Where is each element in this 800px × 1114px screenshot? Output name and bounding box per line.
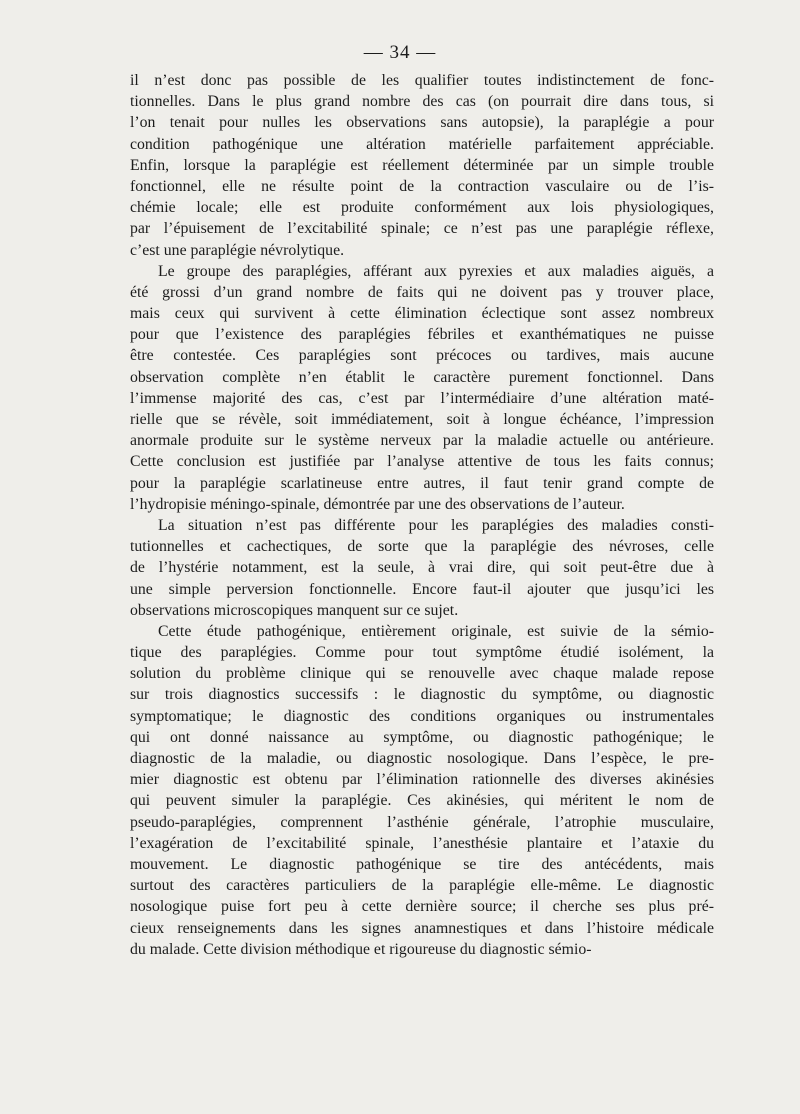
- text-line: il n’est donc pas possible de les qualifier toutes indistinctement de fonc-: [130, 72, 714, 89]
- text-line: rielle que se révèle, soit immédiatement, soit à longue échéance, l’impression: [130, 411, 714, 428]
- text-line: chémie locale; elle est produite conformément aux lois physiologiques,: [130, 199, 714, 217]
- text-line: par l’épuisement de l’excitabilité spinale; ce n’est pas une paraplégie réflexe,: [130, 220, 714, 238]
- body-text: [130, 70, 714, 960]
- text-line: du malade. Cette division méthodique et rigoureuse du diagnostic sémio-: [130, 940, 592, 958]
- text-line: l’immense majorité des cas, c’est par l’intermédiaire d’une altération maté-: [130, 389, 714, 407]
- text-line: condition pathogénique une altération matérielle parfaitement appréciable.: [130, 135, 714, 153]
- text-line: été grossi d’un grand nombre de faits qui ne doivent pas y trouver place,: [130, 283, 714, 301]
- text-line: surtout des caractères particuliers de la paraplégie elle-même. Le diagnostic: [130, 877, 714, 895]
- text-line: tutionnelles et cachectiques, de sorte que la paraplégie des névroses, celle: [130, 538, 714, 556]
- text-line: être contestée. Ces paraplégies sont précoces ou tardives, mais aucune: [130, 347, 714, 365]
- text-line: nosologique puise fort peu à cette dernière source; il cherche ses plus pré-: [130, 898, 714, 916]
- text-line: Le groupe des paraplégies, afférant aux pyrexies et aux maladies aiguës, a: [158, 262, 714, 280]
- text-line: qui peuvent simuler la paraplégie. Ces akinésies, qui méritent le nom de: [130, 792, 714, 810]
- text-line: observations microscopiques manquent sur ce sujet.: [130, 601, 459, 619]
- text-line: Cette conclusion est justifiée par l’analyse attentive de tous les faits connus;: [130, 453, 714, 471]
- text-line: fonctionnel, elle ne résulte point de la contraction vasculaire ou de l’is-: [130, 177, 714, 195]
- text-line: Cette étude pathogénique, entièrement originale, est suivie de la sémio-: [158, 622, 714, 640]
- text-line: tique des paraplégies. Comme pour tout symptôme étudié isolément, la: [130, 644, 714, 662]
- text-line: pseudo-paraplégies, comprennent l’asthénie générale, l’atrophie musculaire,: [130, 813, 714, 831]
- text-line: pour que l’existence des paraplégies fébriles et exanthématiques ne puisse: [130, 326, 714, 344]
- page-number: — 34 —: [363, 42, 437, 63]
- text-line: une simple perversion fonctionnelle. Encore faut-il ajouter que jusqu’ici les: [130, 580, 714, 598]
- text-line: mais ceux qui survivent à cette élimination éclectique sont assez nombreux: [130, 305, 714, 323]
- text-line: cieux renseignements dans les signes anamnestiques et dans l’histoire médicale: [130, 919, 714, 937]
- text-line: qui ont donné naissance au symptôme, ou diagnostic pathogénique; le: [130, 728, 714, 746]
- paragraph: [130, 261, 714, 515]
- text-line: mier diagnostic est obtenu par l’élimination rationnelle des diverses akinésies: [130, 771, 714, 789]
- text-line: observation complète n’en établit le caractère purement fonctionnel. Dans: [130, 368, 714, 386]
- text-line: solution du problème clinique qui se renouvelle avec chaque malade repose: [130, 665, 714, 683]
- text-line: de l’hystérie notamment, est la seule, à vrai dire, qui soit peut-être due à: [130, 559, 714, 577]
- text-line: anormale produite sur le système nerveux par la maladie actuelle ou antérieure.: [130, 432, 714, 450]
- text-line: c’est une paraplégie névrolytique.: [130, 241, 345, 259]
- text-line: l’hydropisie méningo-spinale, démontrée par une des observations de l’auteur.: [130, 495, 625, 513]
- text-line: tionnelles. Dans le plus grand nombre des cas (on pourrait dire dans tous, si: [130, 93, 714, 111]
- text-line: symptomatique; le diagnostic des conditions organiques ou instrumentales: [130, 707, 714, 725]
- text-line: Enfin, lorsque la paraplégie est réellement déterminée par un simple trouble: [130, 156, 714, 174]
- paragraph: [130, 621, 714, 960]
- text-line: mouvement. Le diagnostic pathogénique se tire des antécédents, mais: [130, 855, 714, 873]
- text-line: diagnostic de la maladie, ou diagnostic nosologique. Dans l’espèce, le pre-: [130, 750, 714, 767]
- text-line: La situation n’est pas différente pour les paraplégies des maladies consti-: [158, 516, 714, 534]
- paragraph: [130, 70, 714, 261]
- text-line: l’on tenait pour nulles les observations sans autopsie), la paraplégie a pour: [130, 114, 714, 132]
- text-line: pour la paraplégie scarlatineuse entre autres, il faut tenir grand compte de: [130, 474, 714, 492]
- text-line: l’exagération de l’excitabilité spinale, l’anesthésie plantaire et l’ataxie du: [130, 834, 714, 852]
- text-line: sur trois diagnostics successifs : le diagnostic du symptôme, ou diagnostic: [130, 686, 714, 704]
- paragraph: [130, 515, 714, 621]
